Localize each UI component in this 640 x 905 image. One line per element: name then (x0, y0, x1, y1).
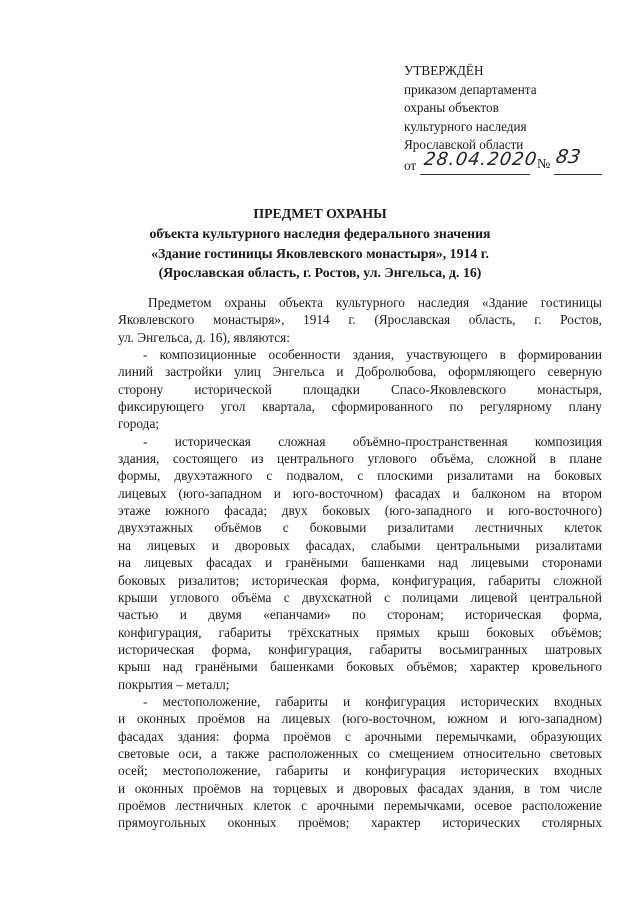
body-line: сторону исторической площадки Спасо-Яковлевского монастыря, (118, 381, 602, 397)
body-line: конфигурация, габариты трёхскатных прямых крыш боковых объёмов; (118, 624, 602, 640)
body-line: осей; местоположение, габариты и конфигурация исторических входных (118, 763, 602, 779)
approval-line: охраны объектов (404, 100, 499, 116)
approval-line: приказом департамента (404, 81, 537, 97)
approval-block (404, 62, 604, 177)
body-line: двухэтажных объёмов с боковыми ризалитами лестничных клеток (118, 520, 602, 536)
body-line: - местоположение, габариты и конфигурация исторических входных (143, 693, 602, 709)
body-line: и оконных проёмов на торцевых и дворовых фасадах здания, в том числе (118, 780, 602, 796)
approval-line: культурного наследия (404, 118, 527, 134)
title-line: «Здание гостиницы Яковлевского монастыря», 1914 г. (151, 245, 489, 261)
body-line: лицевых (юго-западном и юго-восточном) фасадах и балконом на втором (118, 485, 602, 501)
date-underline (420, 174, 530, 175)
body-line: проёмов лестничных клеток с арочными перемычками, осевое расположение (118, 797, 602, 813)
body-line: прямоугольных оконных проёмов; характер исторических столярных (118, 815, 602, 831)
body-line: на лицевых фасадах и гранёными башенками над лицевыми сторонами (118, 555, 602, 571)
number-sign: № (537, 156, 551, 172)
body-line: фиксирующего угол квартала, сформированного по регулярному плану (118, 399, 602, 415)
date-prefix: от (404, 157, 417, 173)
document-body (118, 294, 602, 832)
handwritten-date: 28.04.2020 (422, 148, 539, 170)
body-line: этаже южного фасада; двух боковых (юго-западного и юго-восточного) (118, 503, 602, 519)
body-line: Яковлевского монастыря», 1914 г. (Ярославская область, г. Ростов, (118, 312, 602, 328)
body-line: города; (118, 416, 160, 432)
body-line: здания, состоящего из центрального углового объёма, сложной в плане (118, 451, 602, 467)
body-line: частью и двумя «епанчами» по сторонам; историческая форма, (118, 607, 602, 623)
approval-line: Ярославской области (404, 137, 524, 153)
body-line: крыш над гранёными башенками боковых объёмов; характер кровельного (118, 659, 602, 675)
body-line: формы, двухэтажного с подвалом, с плоскими ризалитами на боковых (118, 468, 602, 484)
body-line: линий застройки улиц Энгельса и Добролюбова, оформляющего северную (118, 364, 602, 380)
body-line: и оконных проёмов на лицевых (юго-восточном, южном и юго-западном) (118, 711, 602, 727)
title-line: объекта культурного наследия федерального значения (149, 225, 491, 241)
handwritten-number: 83 (554, 145, 583, 168)
title-line: (Ярославская область, г. Ростов, ул. Энгельса, д. 16) (158, 265, 482, 281)
body-line: световые оси, а также расположенных со смещением относительно световых (118, 745, 602, 761)
body-line: крыши углового объёма с двухскатной с полицами лицевой центральной (118, 589, 602, 605)
document-title (100, 204, 540, 283)
title-heading: ПРЕДМЕТ ОХРАНЫ (253, 206, 387, 221)
body-line: - историческая сложная объёмно-пространственная композиция (143, 433, 602, 449)
body-line: фасадах здания: форма проёмов с арочными перемычками, образующих (118, 728, 602, 744)
body-line: Предметом охраны объекта культурного наследия «Здание гостиницы (148, 295, 602, 310)
body-line: боковых ризалитов; историческая форма, конфигурация, габариты сложной (118, 572, 602, 588)
body-line: историческая форма, конфигурация, габариты восьмигранных шатровых (118, 641, 602, 657)
body-line: ул. Энгельса, д. 16), являются: (118, 329, 290, 345)
body-line: покрытия – металл; (118, 676, 230, 692)
approval-heading: УТВЕРЖДЁН (404, 63, 484, 78)
number-underline (554, 174, 602, 175)
body-line: - композиционные особенности здания, участвующего в формировании (143, 347, 602, 363)
body-line: на лицевых и дворовых фасадах, слабыми центральными ризалитами (118, 537, 602, 553)
